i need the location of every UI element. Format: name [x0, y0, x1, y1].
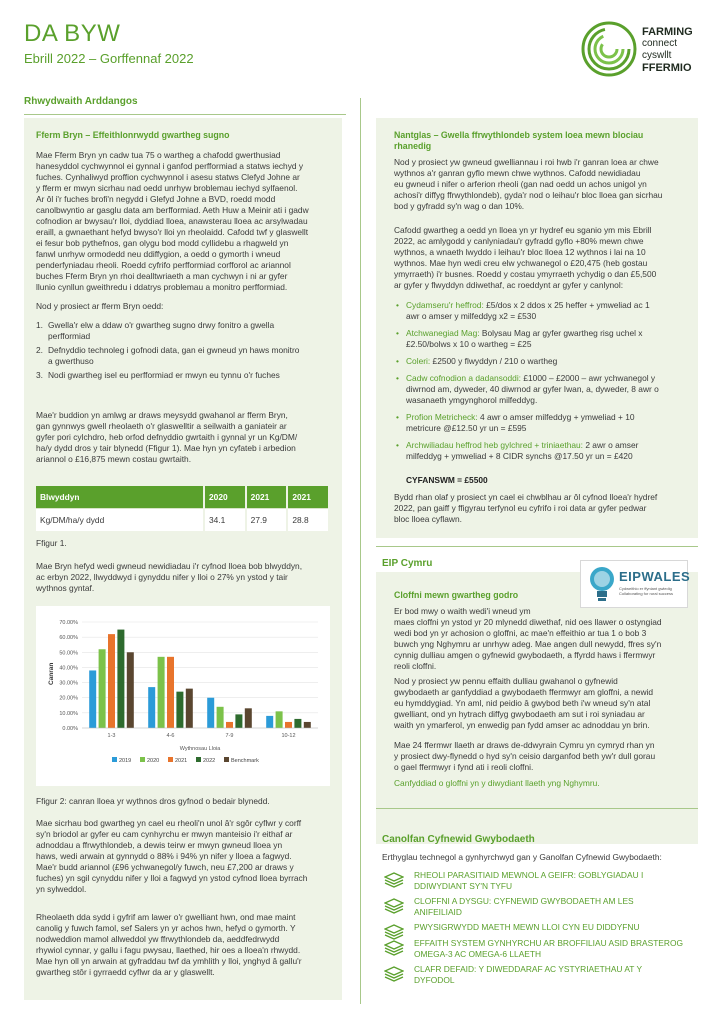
x-tick-label: 7-9 — [225, 733, 234, 739]
text-line: adnoddau a ffrwythlondeb, a dewis teirw er mwyn gwneud lloea yn — [36, 840, 283, 850]
bar-2019-4-6 — [148, 687, 155, 728]
text-line: wasanaeth ymgynghorol milfeddyg. — [406, 395, 538, 405]
aims-intro: Nod y prosiect ar fferm Bryn oedd: — [36, 301, 164, 311]
nantglas-title-line-1: Nantglas – Gwella ffrwythlondeb system loea mewn blociau — [394, 130, 644, 140]
text-line: waith yn ymarferol, yn enwedig pan fydd amser ac adnoddau yn brin. — [394, 720, 650, 730]
text-line: DDIWYDIANT SY'N TYFU — [414, 881, 513, 891]
text-line: fanwl unrhyw ormodedd neu ddiffygion, a oedd o gymorth i wneud — [36, 249, 281, 259]
y-tick-label: 0.00% — [62, 726, 78, 732]
text-line: Defnyddio technoleg i gofnodi data, gan ei gwneud yn haws monitro — [48, 345, 300, 355]
table-header: 2020 — [204, 486, 246, 509]
text-line: eu gwneud i nifer o arferion rheoli (gan nad oedd un achos unigol yn — [394, 179, 647, 189]
cost-text: £5/dos x 2 ddos x 25 heffer + ymweliad ac 1 — [483, 300, 650, 310]
table-header: 2021 — [246, 486, 288, 509]
text-line — [406, 328, 690, 339]
cost-label: Cadw cofnodion a dadansoddi: — [406, 373, 522, 383]
text-line: milfeddyg + ymweliad + 8 CIDR synchs @17.50 yr un = £420 — [406, 451, 633, 461]
nantglas-paragraph-1 — [394, 157, 692, 212]
text-line: Nod y prosiect yw pennu effaith dulliau gwahanol o gyfnewid — [394, 676, 618, 686]
text-line: perfformiad — [48, 331, 91, 341]
total-cost: CYFANSWM = £5500 — [406, 475, 488, 485]
bar-2019-10-12 — [266, 716, 273, 728]
text-line: o gael ffermwyr i fynd ati i reoli cloffni. — [394, 762, 534, 772]
text-line: buwch yng Nghymru ar unrhyw adeg. Mae angen dull newydd, ffres sy'n — [394, 639, 662, 649]
page-title: DA BYW — [24, 20, 121, 47]
text-line: OMEGA-3 AC OMEGA-6 LLAETH — [414, 949, 542, 959]
divider — [24, 114, 346, 115]
x-tick-label: 10-12 — [281, 733, 296, 739]
text-line: diwrnod am, dyweder, 40 diwrnod ar gyfer Iwan, a, dyweder, 8 awr o — [406, 384, 659, 394]
text-line: ymyrraeth) i'r busnes. Roedd y costau ymyrraeth ychydig o dan £5,500 — [394, 269, 657, 279]
text-line: ac erbyn 2022, llwyddwyd i gynyddu nifer y lloi o 27% yn ystod y tair — [36, 572, 288, 582]
y-tick-label: 50.00% — [59, 650, 78, 657]
text-line: gyfer pori cylchdro, heb orfod defnyddio gwrtaith i gynnal yr un Kg/DM/ — [36, 432, 298, 442]
text-line: ariannol o £16,875 mewn costau gwrtaith. — [36, 454, 192, 464]
cost-text: Bolysau Mag ar gyfer gwartheg risg uchel x — [479, 328, 643, 338]
text-line: fuches. Cynhaliwyd proffion cychwynnol i asesu statws Clefyd Johne ar — [36, 172, 300, 182]
text-line: bod y gyfradd sy'n wag o dan 10%. — [394, 201, 525, 211]
text-line: Mae'r budd ariannol (£96 ychwanegol/y fuwch, neu £7,200 ar draws y — [36, 862, 294, 872]
bryn-paragraph-4 — [36, 818, 336, 895]
table-cell: 28.8 — [287, 509, 329, 532]
text-line: wythnos gyntaf. — [36, 583, 95, 593]
nantglas-paragraph-2 — [394, 225, 692, 291]
divider — [376, 808, 698, 809]
logo-line-2: connect — [642, 38, 678, 49]
text-line: Cafodd gwartheg a oedd yn lloea yn yr hydref eu sganio ym mis Ebrill — [394, 225, 652, 235]
cost-item — [396, 373, 690, 406]
section-heading-rhwydwaith: Rhwydwaith Arddangos — [24, 96, 138, 107]
stack-icon — [384, 872, 404, 888]
cost-item — [396, 300, 690, 322]
bar-2021-1-3 — [108, 634, 115, 728]
legend-entry: 2020 — [147, 758, 160, 764]
grass-growth-table — [36, 486, 330, 531]
lightbulb-icon — [587, 565, 617, 605]
bar-2021-7-9 — [226, 722, 233, 728]
bullet-icon: • — [396, 440, 399, 450]
text-line — [406, 300, 690, 311]
y-tick-label: 60.00% — [59, 635, 78, 642]
y-axis-label: Canran — [48, 662, 55, 685]
legend-entry: 2019 — [119, 758, 132, 764]
cost-item — [396, 412, 690, 434]
text-line: Mae hyn oll yn arwain at gyfraddau twf da ymhlith y lloi, ynghyd â gallu'r — [36, 956, 302, 966]
cost-label: Atchwanegiad Mag: — [406, 328, 480, 338]
bullet-icon: • — [396, 356, 399, 366]
text-line: wythnos, a wnaeth lwyddo i leihau'r bloc lloea 12 wythnos i lai na 10 — [394, 247, 646, 257]
text-line: ar gyfer y flwyddyn ddiwethaf, ac roeddynt ar gyfer y canlynol: — [394, 280, 624, 290]
list-item — [36, 320, 336, 342]
text-line: Mae Fferm Bryn yn cadw tua 75 o wartheg a chafodd gwerthusiad — [36, 150, 281, 160]
text-line: canolig y fuwch famol, sef Salers yn yr achos hwn, hefyd o gymorth. Y — [36, 923, 296, 933]
figure-1-caption: Ffigur 1. — [36, 538, 67, 548]
bullet-icon: • — [396, 412, 399, 422]
text-line: DYFODOL — [414, 975, 455, 985]
cost-label: Cydamseru'r heffrod: — [406, 300, 484, 310]
text-line: a gwerthuso — [48, 356, 94, 366]
text-line: gan gynnwys gwell rheolaeth o'r glaswelltir a seilwaith a ganiateir ar — [36, 421, 287, 431]
list-number: 2. — [36, 345, 43, 355]
bryn-paragraph-1 — [36, 150, 336, 293]
text-line: ANIFEILIAID — [414, 907, 462, 917]
y-tick-label: 10.00% — [59, 710, 78, 717]
text-line — [406, 356, 690, 367]
stack-icon — [384, 940, 404, 956]
text-line: fuches) yn sgil cynyddu nifer y lloi a fagwyd yn ystod cyfnod lloea byrrach — [36, 873, 308, 883]
eip-logo-text: EIPWALES — [619, 569, 691, 584]
text-line: Nodi gwartheg isel eu perfformiad er mwyn eu tynnu o'r fuches — [48, 370, 280, 380]
farming-connect-logo — [580, 20, 710, 80]
cost-label: Coleri: — [406, 356, 431, 366]
eip-logo-tagline-1: Cydweithio er ffyniant gwledig — [619, 586, 672, 591]
text-line: Bydd rhan olaf y prosiect yn cael ei chwblhau ar ôl cyfnod lloea'r hydref — [394, 492, 658, 502]
logo-line-4: FFERMIO — [642, 62, 692, 74]
link-text — [414, 896, 698, 918]
cost-text: 2 awr o amser — [583, 440, 639, 450]
text-line: Mae'r buddion yn amlwg ar draws meysydd gwahanol ar fferm Bryn, — [36, 410, 288, 420]
text-line — [406, 440, 690, 451]
stack-icon — [384, 966, 404, 982]
bar-2019-7-9 — [207, 698, 214, 728]
list-item — [36, 370, 336, 381]
cost-item — [396, 440, 690, 462]
bar-2019-1-3 — [89, 670, 96, 728]
legend-entry: 2022 — [203, 758, 216, 764]
table-header: Blwyddyn — [36, 486, 204, 509]
canolfan-intro: Erthyglau technegol a gynhyrchwyd gan y Ganolfan Cyfnewid Gwybodaeth: — [382, 852, 662, 862]
y-tick-label: 20.00% — [59, 695, 78, 702]
nantglas-title-line-2: rhanedig — [394, 141, 432, 151]
link-text — [414, 938, 698, 960]
bullet-icon: • — [396, 373, 399, 383]
text-line: Nod y prosiect yw gwneud gwelliannau i roi hwb i'r ganran loea ar chwe — [394, 157, 659, 167]
legend-entry: 2021 — [175, 758, 188, 764]
text-line: wythnos a'r ganran gyflo mewn chwe wythnos. Cafodd newidiadau — [394, 168, 641, 178]
bar-2020-7-9 — [217, 707, 224, 728]
list-text — [48, 320, 274, 342]
text-line: llunio cynllun gweithredu i ddatrys problemau a monitro perfformiad. — [36, 282, 288, 292]
bar-2022-7-9 — [235, 714, 242, 728]
text-line: £2.50/bolws x 10 o wartheg = £25 — [406, 339, 532, 349]
y-tick-label: 30.00% — [59, 680, 78, 687]
link-text — [414, 870, 698, 892]
table-row — [36, 509, 329, 532]
eip-paragraph-2 — [394, 676, 694, 731]
text-line: Er bod mwy o waith wedi'i wneud ym — [394, 606, 531, 616]
x-axis-label: Wythnosau Lloia — [179, 746, 221, 752]
list-number: 1. — [36, 320, 43, 330]
bar-2022-1-3 — [117, 630, 124, 728]
bar-benchmark-10-12 — [304, 722, 311, 728]
eip-subheading: Cloffni mewn gwartheg godro — [394, 590, 519, 600]
text-line: canolbwyntio ar gasglu data am berfformiad. Aeth Huw a Meinir ati i gadw — [36, 205, 309, 215]
bar-benchmark-7-9 — [245, 708, 252, 728]
text-line: yn sylweddol. — [36, 884, 87, 894]
text-line: sy'n briodol ar gyfer eu cam cynhyrchu er mwyn manteisio i'r eithaf ar — [36, 829, 293, 839]
eip-paragraph-1 — [394, 606, 694, 672]
cost-item — [396, 356, 690, 367]
legend-swatch-2019 — [112, 757, 117, 762]
text-line: eraill, a gwnaethant hefyd bwyso'r lloi yn rheolaidd. Cafodd twf y glaswellt — [36, 227, 309, 237]
text-line: Mae Bryn hefyd wedi gwneud newidiadau i'r cyfnod lloea bob blwyddyn, — [36, 561, 303, 571]
bryn-paragraph-5 — [36, 912, 336, 978]
bar-2020-4-6 — [158, 657, 165, 728]
text-line: ha/y dydd dros y tair blynedd (Ffigur 1). Mae hyn yn cyfateb i arbedion — [36, 443, 296, 453]
text-line: RHEOLI PARASITIAID MEWNOL A GEIFR: GOBLYGIADAU I — [414, 870, 644, 880]
list-text — [48, 345, 299, 367]
text-line: achosi'r diffyg ffrwythlondeb), gyda'r nod o leihau'r bloc lloea gan sicrhau — [394, 190, 663, 200]
link-text — [414, 964, 698, 986]
text-line: hanesyddol cychwynnol ei gynnal i ganfod perfformiad a statws iechyd y — [36, 161, 304, 171]
text-line: buches Fferm Bryn yn rhoi dealltwriaeth a man cychwyn i ni ar gyfer — [36, 271, 288, 281]
text-line — [406, 373, 690, 384]
text-line: reoli cloffni. — [394, 661, 437, 671]
figure-2-caption: Ffigur 2: canran lloea yr wythnos dros gyfnod o bedair blynedd. — [36, 796, 270, 806]
calving-chart-svg — [36, 606, 330, 786]
cost-text: £1000 – £2000 – awr ychwanegol y — [521, 373, 656, 383]
bar-2020-1-3 — [99, 649, 106, 728]
text-line: Rheolaeth dda sydd i gyfrif am lawer o'r gwelliant hwn, ond mae maint — [36, 912, 296, 922]
divider — [376, 546, 698, 547]
x-tick-label: 1-3 — [107, 733, 116, 739]
list-number: 3. — [36, 370, 43, 380]
cost-label: Archwiliadau heffrod heb gylchred + triniaethau: — [406, 440, 583, 450]
legend-entry: Benchmark — [231, 758, 259, 764]
legend-swatch-benchmark — [224, 757, 229, 762]
text-line: 2022, ac amlygodd y canlyniadau'r gyfradd gyflo +80% mewn chwe — [394, 236, 644, 246]
legend-swatch-2021 — [168, 757, 173, 762]
bar-2022-10-12 — [294, 719, 301, 728]
y-tick-label: 70.00% — [59, 620, 78, 626]
text-line: nodweddion mamol allweddol yw ffrwythlondeb da, aeddfedrwydd — [36, 934, 280, 944]
bryn-paragraph-2 — [36, 410, 336, 465]
swirl-icon — [580, 20, 638, 78]
logo-line-3: cyswllt — [642, 50, 672, 61]
text-line: PWYSIGRWYDD MAETH MEWN LLOI CYN EU DIDDYFNU — [414, 922, 640, 932]
cost-item — [396, 328, 690, 350]
bar-2022-4-6 — [176, 692, 183, 728]
legend-swatch-2022 — [196, 757, 201, 762]
text-line: eu hymddygiad. Yn aml, nid peidio â gwybod beth i'w wneud sy'n atal — [394, 698, 651, 708]
text-line: rhywiol cynnar, y gallu i fagu pwysau, llaethed, hir oes a lloea'n rhwydd. — [36, 945, 301, 955]
cost-label: Profion Metricheck: — [406, 412, 478, 422]
list-item — [36, 345, 336, 367]
text-line: wythnos. Mae hyn wedi creu elw ychwanegol o £20,475 (heb gostau — [394, 258, 648, 268]
eip-link[interactable]: Canfyddiad o gloffni yn y diwydiant llaeth yng Nghymru. — [394, 778, 600, 788]
eip-paragraph-3 — [394, 740, 694, 773]
text-line: wedi bod yn yr achosion o gloffni, ac mae'n effeithio ar tua 1 o bob 3 — [394, 628, 647, 638]
text-line: EFFAITH SYSTEM GYNHYRCHU AR BROFFILIAU ASID BRASTEROG — [414, 938, 683, 948]
legend-swatch-2020 — [140, 757, 145, 762]
section-heading-eip: EIP Cymru — [382, 558, 433, 569]
x-tick-label: 4-6 — [166, 733, 175, 739]
text-line: y prosiect dwy-flynedd o hyd sy'n ceisio darganfod beth yw'r dull gorau — [394, 751, 656, 761]
calving-chart — [36, 606, 330, 786]
article-title-bryn: Fferm Bryn – Effeithlonrwydd gwartheg sugno — [36, 130, 230, 140]
table-cell: Kg/DM/ha/y dydd — [36, 509, 204, 532]
bar-benchmark-1-3 — [127, 652, 134, 728]
list-text — [48, 370, 280, 381]
nantglas-paragraph-3 — [394, 492, 692, 525]
text-line: bloc lloea cyflawn. — [394, 514, 462, 524]
text-line: Ar ôl i'r fuches brofi'n negydd i Glefyd Johne a BVD, roedd modd — [36, 194, 276, 204]
text-line: Gwella'r elw a ddaw o'r gwartheg sugno drwy fonitro a gwella — [48, 320, 275, 330]
bullet-icon: • — [396, 300, 399, 310]
bullet-icon: • — [396, 328, 399, 338]
text-line: cynnig dulliau amgen o gyfnewid gwybodaeth, a ffyrdd haws i ffermwyr — [394, 650, 656, 660]
logo-line-1: FARMING — [642, 26, 693, 38]
section-heading-canolfan: Canolfan Cyfnewid Gwybodaeth — [382, 834, 535, 845]
bar-benchmark-4-6 — [186, 689, 193, 728]
text-line: CLAFR DEFAID: Y DIWEDDARAF AC YSTYRIAETHAU AT Y — [414, 964, 643, 974]
text-line: metricure @£12.50 yr un = £595 — [406, 423, 527, 433]
eip-wales-logo — [580, 560, 691, 608]
table-cell: 34.1 — [204, 509, 246, 532]
cost-text: £2500 y flwyddyn / 210 o wartheg — [430, 356, 558, 366]
text-line: 2022, pan gaiff y ffigyrau terfynol eu cyfrifo i roi data ar gyfer pedwar — [394, 503, 647, 513]
text-line: Mae sicrhau bod gwartheg yn cael eu rheoli'n unol â'r sgôr cyflwr y corff — [36, 818, 302, 828]
text-line: y fferm er mwyn sicrhau nad oedd unrhyw broblemau iechyd sylfaenol. — [36, 183, 298, 193]
text-line: ei fesur bob pythefnos, gan olygu bod modd cyllidebu a rhagweld yn — [36, 238, 289, 248]
text-line: haws, wedi arwain at gynnydd o 88% i 94% yn nifer y lloea a fagwyd. — [36, 851, 292, 861]
table-cell: 27.9 — [246, 509, 288, 532]
text-line: gwartheg stôr i gyrraedd cyflwr da ar y glaswellt. — [36, 967, 215, 977]
text-line: Mae 24 ffermwr llaeth ar draws de-ddwyrain Cymru yn cymryd rhan yn — [394, 740, 655, 750]
aims-list — [36, 320, 336, 384]
cost-text: 4 awr o amser milfeddyg + ymweliad + 10 — [477, 412, 635, 422]
bar-2020-10-12 — [276, 711, 283, 728]
text-line: awr o amser y milfeddyg x2 = £530 — [406, 311, 537, 321]
text-line: maes cloffni yn ystod yr 20 mlynedd diwethaf, nid oes llawer o ostyngiad — [394, 617, 662, 627]
text-line — [406, 412, 690, 423]
text-line: gwelliant, ond yn hytrach diffyg gwybodaeth am sut i roi syniadau ar — [394, 709, 645, 719]
text-line: gwybodaeth ar ganfyddiad a gwybodaeth ffermwyr am gloffni, a newid — [394, 687, 654, 697]
column-divider — [360, 98, 361, 1004]
stack-icon — [384, 898, 404, 914]
text-line: cofnodion ar bwysau'r lloi, dyddiad lloea, anawsterau lloea ac arsylwadau — [36, 216, 308, 226]
bar-2021-4-6 — [167, 657, 174, 728]
bryn-paragraph-3 — [36, 561, 336, 594]
bar-2021-10-12 — [285, 722, 292, 728]
table-header: 2021 — [287, 486, 329, 509]
link-text — [414, 922, 698, 933]
text-line: CLOFFNI A DYSGU: CYFNEWID GWYBODAETH AM LES — [414, 896, 634, 906]
page-subtitle: Ebrill 2022 – Gorffennaf 2022 — [24, 51, 194, 66]
text-line: penderfyniadau rheoli. Roedd cyfrifo perfformiad corfforol ac ariannol — [36, 260, 291, 270]
stack-icon — [384, 924, 404, 940]
eip-logo-tagline-2: Collaborating for rural success — [619, 591, 674, 596]
y-tick-label: 40.00% — [59, 665, 78, 672]
